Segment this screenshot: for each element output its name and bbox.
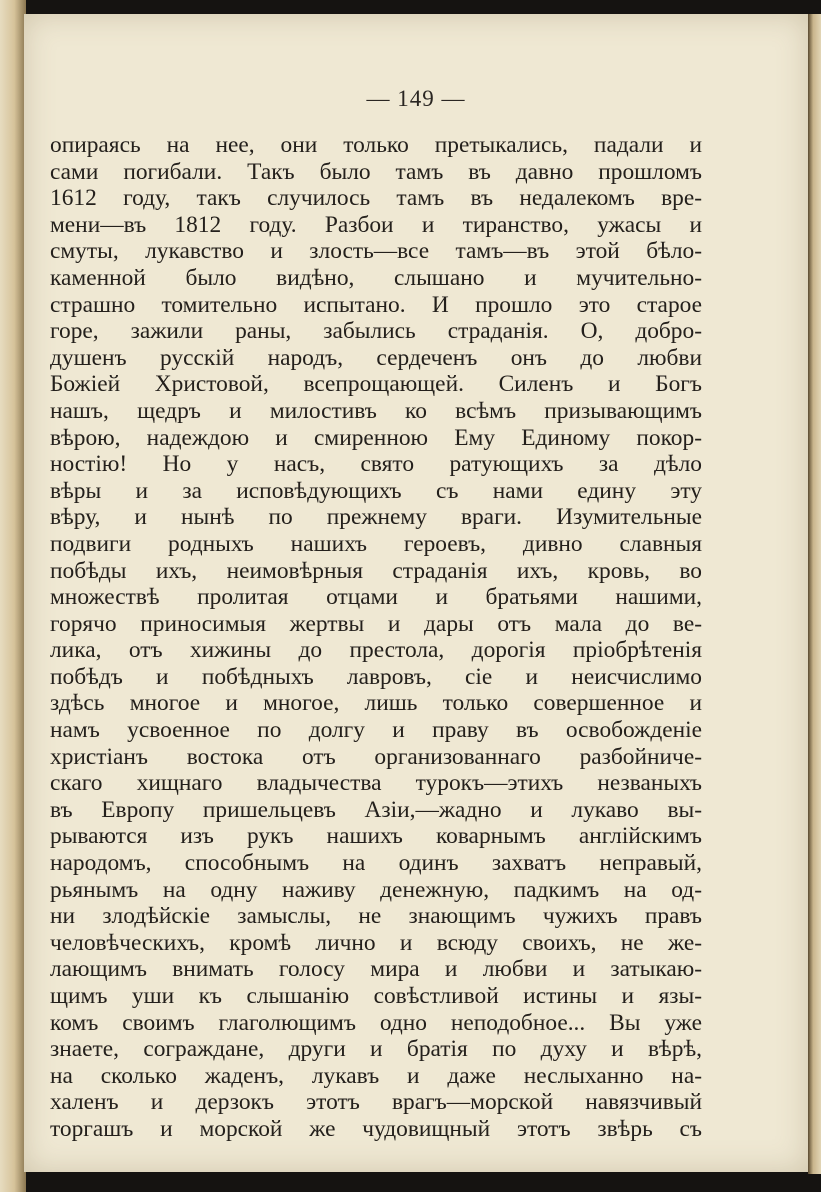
text-line: на сколько жаденъ, лукавъ и даже неслыханно на- [50,1062,702,1089]
text-line: торгашъ и морской же чудовищный этотъ звѣрь съ [50,1115,702,1142]
text-line: рываются изъ рукъ нашихъ коварнымъ англійскимъ [50,823,702,850]
previous-page-edge [0,0,26,1192]
text-line: ностію! Но у насъ, свято ратующихъ за дѣло [50,451,702,478]
text-line: вѣры и за исповѣдующихъ съ нами едину эту [50,477,702,504]
text-line: вѣру, и нынѣ по прежнему враги. Изумительные [50,504,702,531]
text-line: побѣды ихъ, неимовѣрныя страданія ихъ, кровь, во [50,557,702,584]
text-line: подвиги родныхъ нашихъ героевъ, дивно славныя [50,530,702,557]
text-line: 1612 году, такъ случилось тамъ въ недалекомъ вре- [50,185,702,212]
text-line: душенъ русскій народъ, сердеченъ онъ до любви [50,344,702,371]
text-line: нашъ, щедръ и милостивъ ко всѣмъ призывающимъ [50,397,702,424]
text-line: сами погибали. Такъ было тамъ въ давно прошломъ [50,158,702,185]
text-line: горе, зажили раны, забылись страданія. О, добро- [50,318,702,345]
text-line: страшно томительно испытано. И прошло это старое [50,291,702,318]
text-line: халенъ и дерзокъ этотъ врагъ—морской навязчивый [50,1089,702,1116]
text-line: множествѣ пролитая отцами и братьями нашими, [50,584,702,611]
text-line: человѣческихъ, кромѣ лично и всюду своихъ, не же- [50,929,702,956]
book-block-edge [808,14,821,1174]
text-line: христіанъ востока отъ организованнаго разбойниче- [50,743,702,770]
text-line: народомъ, способнымъ на одинъ захватъ неправый, [50,850,702,877]
text-line: вѣрою, надеждою и смиренною Ему Единому покор- [50,424,702,451]
text-line: въ Европу пришельцевъ Азіи,—жадно и лукаво вы- [50,796,702,823]
text-line: здѣсь многое и многое, лишь только совершенное и [50,690,702,717]
page-number: — 149 — [366,86,466,111]
text-line: каменной было видѣно, слышано и мучительно- [50,264,702,291]
text-line: лающимъ внимать голосу мира и любви и затыкаю- [50,956,702,983]
text-line: смуты, лукавство и злость—все тамъ—въ этой бѣло- [50,238,702,265]
text-line: щимъ уши къ слышанію совѣстливой истины и язы- [50,983,702,1009]
text-line: намъ усвоенное по долгу и праву въ освобожденіе [50,717,702,744]
page-body-text [50,132,702,1143]
text-line: опираясь на нее, они только претыкались, падали и [50,132,702,158]
text-line: мени—въ 1812 году. Разбои и тиранство, ужасы и [50,211,702,238]
text-line: рьянымъ на одну наживу денежную, падкимъ на од- [50,876,702,903]
book-page [24,14,808,1172]
text-line: ни злодѣйскіе замыслы, не знающимъ чужихъ правъ [50,903,702,930]
text-line: лика, отъ хижины до престола, дорогія пріобрѣтенія [50,637,702,664]
text-line: Божіей Христовой, всепрощающей. Силенъ и Богъ [50,371,702,398]
text-line: побѣдъ и побѣдныхъ лавровъ, сіе и неисчислимо [50,663,702,690]
text-line: горячо приносимыя жертвы и дары отъ мала до ве- [50,610,702,637]
text-line: скаго хищнаго владычества турокъ—этихъ незваныхъ [50,770,702,797]
text-line: комъ своимъ глаголющимъ одно неподобное... Вы уже [50,1009,702,1036]
text-line: знаете, сограждане, други и братія по духу и вѣрѣ, [50,1036,702,1063]
